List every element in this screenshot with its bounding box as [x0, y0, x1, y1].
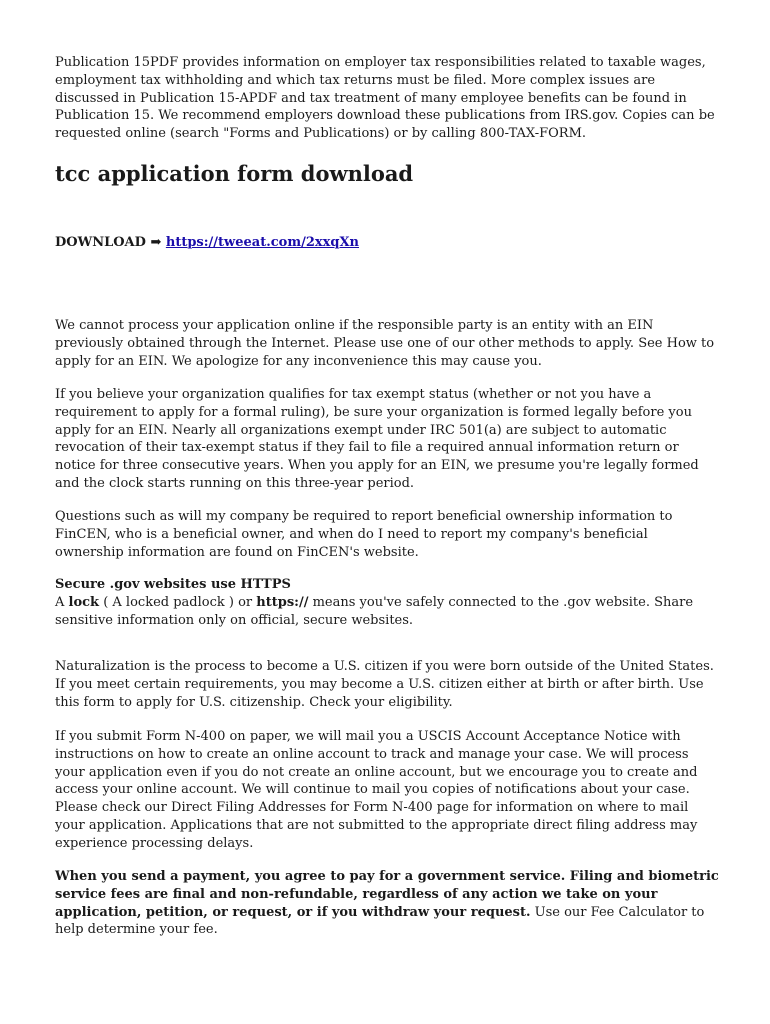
https-word: https:// — [256, 594, 309, 610]
secure-text — [55, 594, 720, 630]
paragraph-tax-exempt: If you believe your organization qualifies for tax exempt status (whether or not you have a requirement to apply for a formal ruling), be sure your organization is formed legally before you apply for an EIN. Nearly all organizations exempt under IRC 501(a) are subject to automatic revocation of their tax-exempt status if they fail to file a required annual information return or notice for three consecutive years. When you apply for an EIN, we presume you're legally formed and the clock starts running on this three-year period. — [55, 387, 699, 491]
secure-gov-notice — [55, 576, 720, 629]
intro-paragraph: Publication 15PDF provides information on employer tax responsibilities related to taxable wages, employment tax withholding and which tax returns must be filed. More complex issues are discussed in Publication 15-APDF and tax treatment of many employee benefits can be found in Publication 15. We recommend employers download these publications from IRS.gov. Copies can be requested online (search "Forms and Publications) or by calling 800-TAX-FORM. — [55, 55, 715, 142]
arrow-right-icon: ➡ — [150, 235, 162, 250]
document-page — [55, 54, 720, 938]
secure-text-mid: ( A locked padlock ) or — [99, 594, 257, 610]
lock-word: lock — [68, 594, 100, 610]
paragraph-fincen: Questions such as will my company be required to report beneficial ownership information to FinCEN, who is a beneficial owner, and when do I need to report my company's beneficial ownership information are found on FinCEN's website. — [55, 509, 673, 560]
paragraph-n400: If you submit Form N-400 on paper, we will mail you a USCIS Account Acceptance Notice with instructions on how to create an online account to track and manage your case. We will process your application even if you do not create an online account, but we encourage you to create and access your online account. We will continue to mail you copies of notifications about your case. Please check our Direct Filing Addresses for Form N-400 page for information on where to mail your application. Applications that are not submitted to the appropriate direct filing address may experience processing delays. — [55, 729, 698, 851]
paragraph-ein-online: We cannot process your application online if the responsible party is an entity with an EIN previously obtained through the Internet. Please use one of our other methods to apply. See How to apply for an EIN. We apologize for any inconvenience this may cause you. — [55, 318, 715, 369]
paragraph-payment — [55, 868, 720, 939]
payment-rest-text: Use our Fee Calculator to help determine your fee. — [55, 904, 705, 938]
download-label: DOWNLOAD — [55, 235, 146, 250]
download-link[interactable]: https://tweeat.com/2xxqXn — [165, 235, 359, 250]
secure-heading: Secure .gov websites use HTTPS — [55, 577, 291, 592]
secure-text-end: means you've safely connected to the .gov website. Share sensitive information only on official, secure websites. — [55, 594, 694, 628]
secure-text-a: A — [55, 594, 69, 610]
paragraph-naturalization: Naturalization is the process to become a U.S. citizen if you were born outside of the United States. If you meet certain requirements, you may become a U.S. citizen either at birth or after birth. Use this form to apply for U.S. citizenship. Check your eligibility. — [55, 659, 714, 710]
page-title: tcc application form download — [55, 161, 414, 186]
download-line — [55, 234, 359, 252]
payment-bold-text: When you send a payment, you agree to pay for a government service. Filing and biometric service fees are final and non-refundable, regardless of any action we take on your application, petition, or request, or if you withdraw your request. — [55, 869, 719, 920]
